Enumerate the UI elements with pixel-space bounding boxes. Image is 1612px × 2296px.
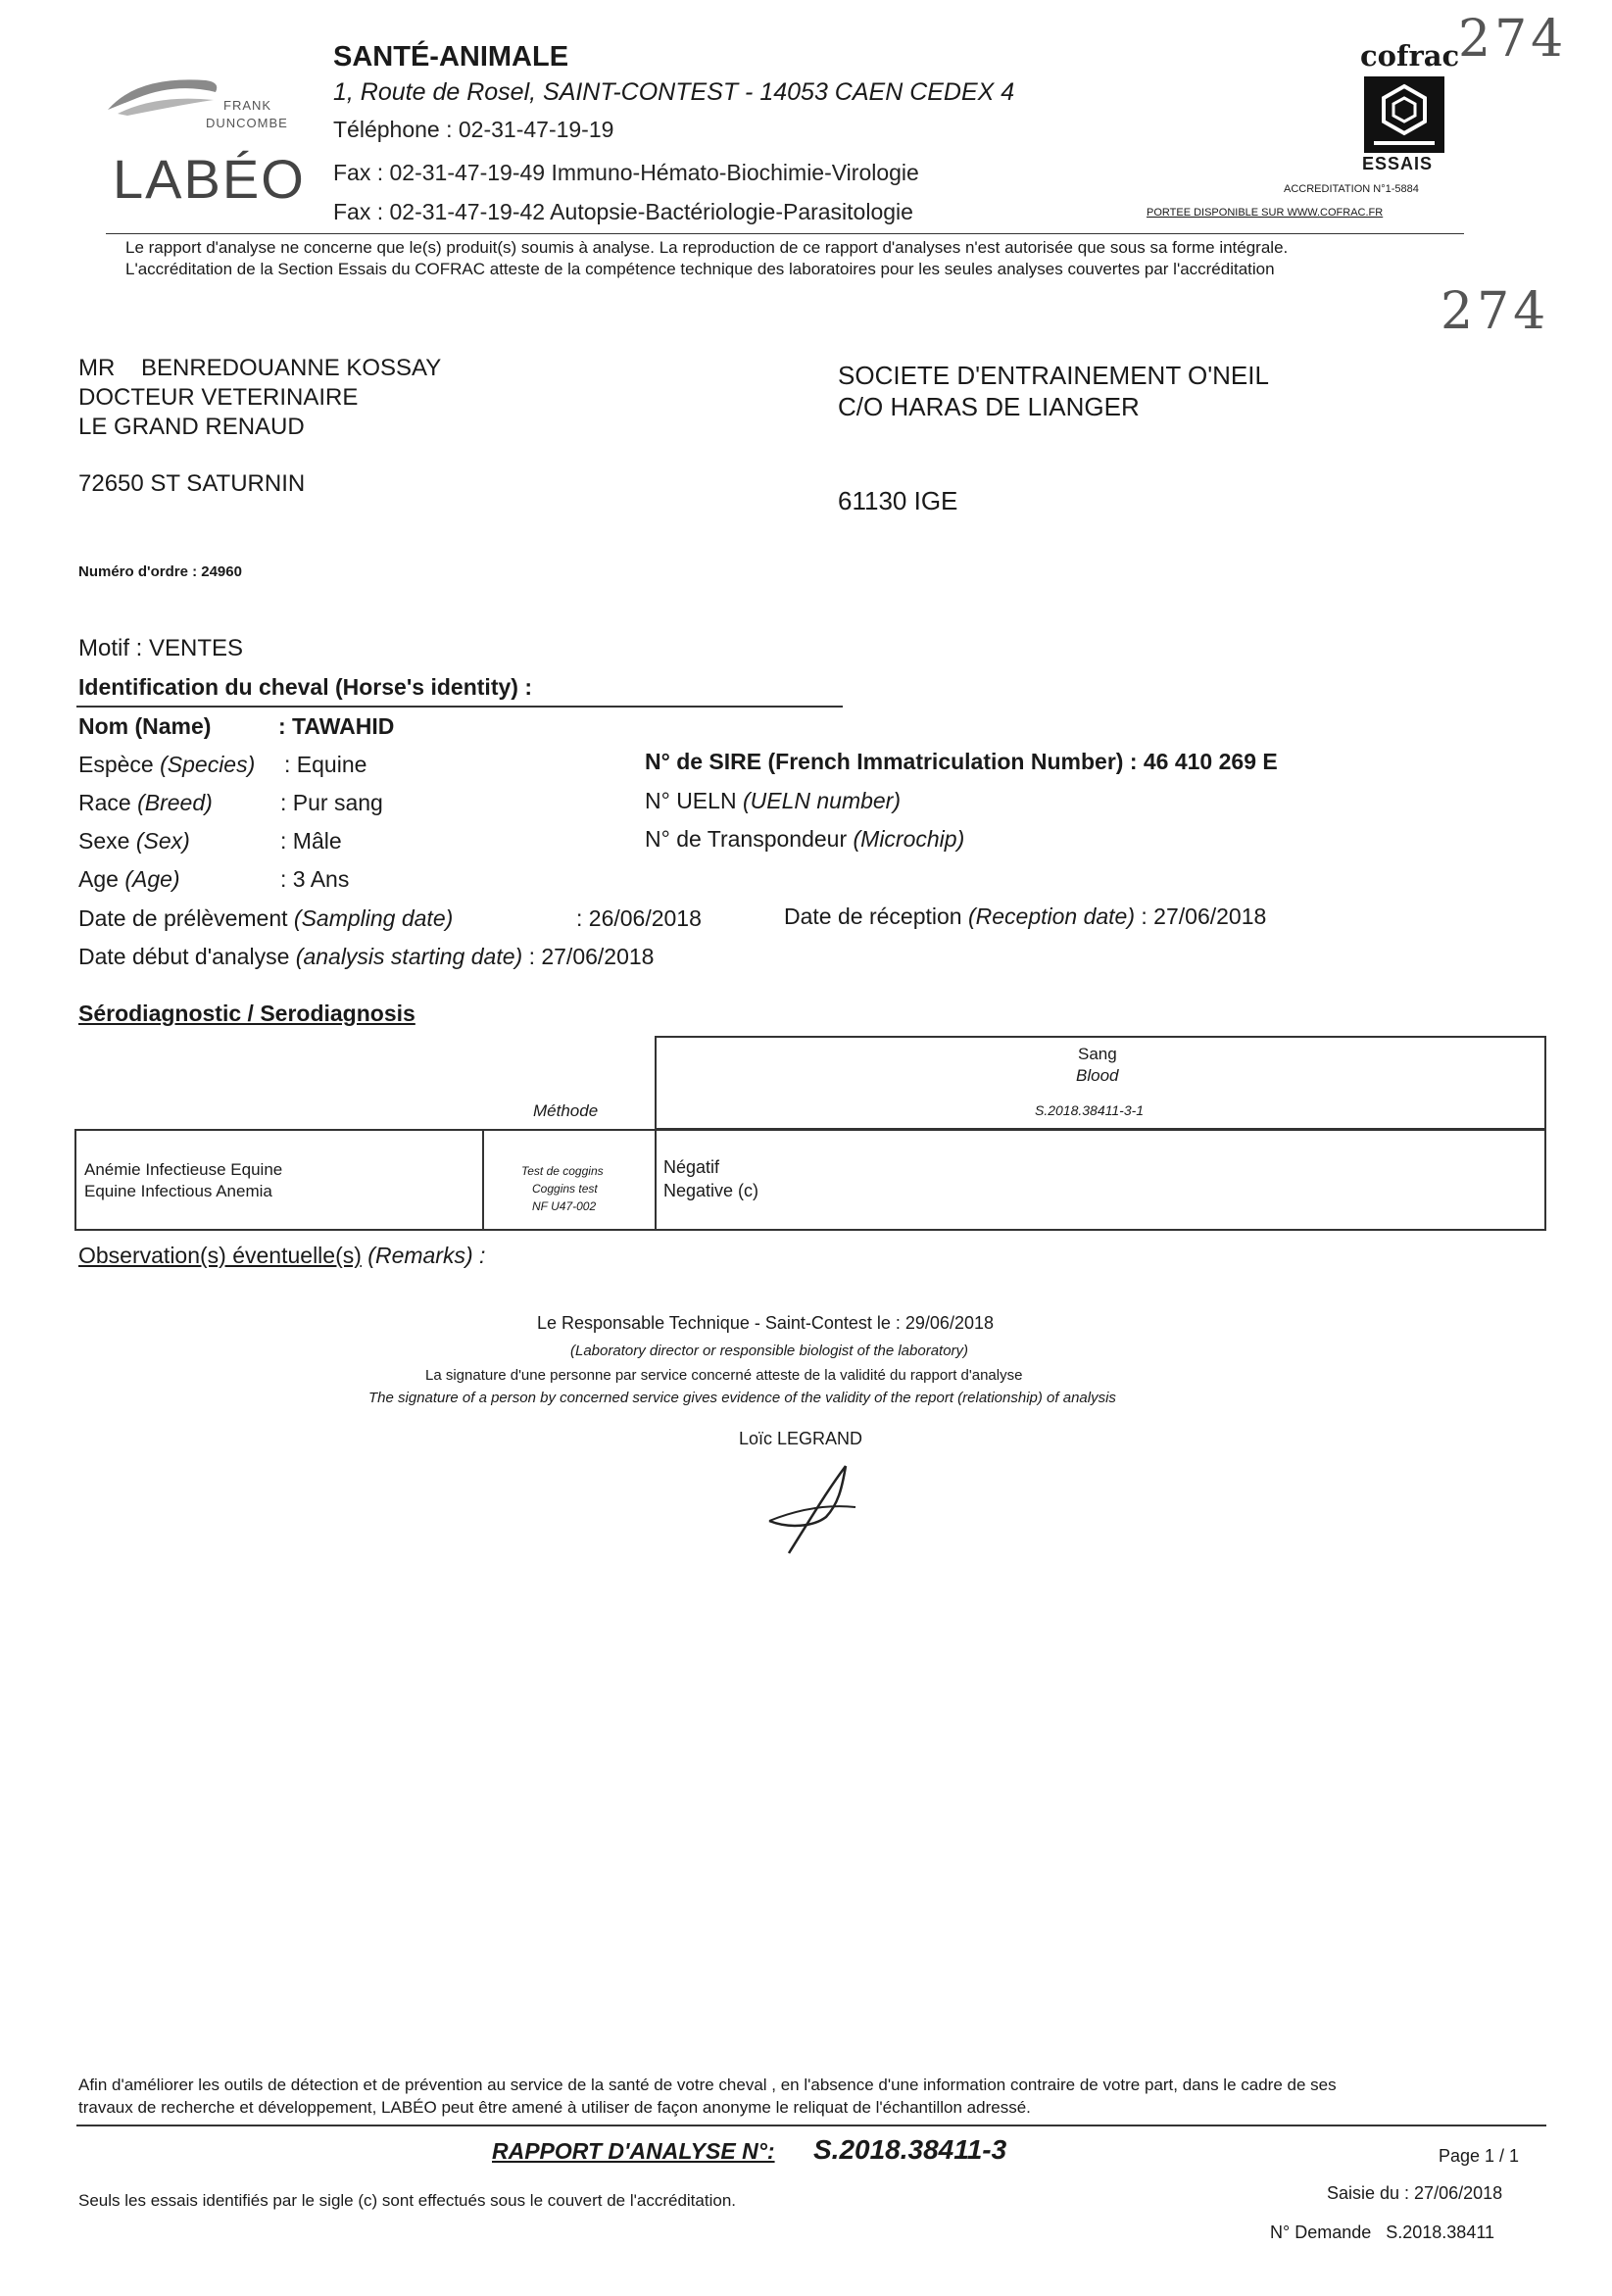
breed-value: : Pur sang bbox=[280, 790, 383, 815]
recipient-name: MR BENREDOUANNE KOSSAY bbox=[78, 355, 442, 381]
report-number: S.2018.38411-3 bbox=[813, 2134, 1007, 2165]
method-line-1: Test de coggins bbox=[521, 1164, 604, 1178]
signature-mark bbox=[759, 1460, 867, 1563]
result-row bbox=[74, 1129, 1546, 1231]
sex-label-en: (Sex) bbox=[135, 828, 190, 854]
horse-name-value: : TAWAHID bbox=[278, 713, 395, 739]
header-divider bbox=[106, 233, 1464, 234]
breed-label-en: (Breed) bbox=[137, 790, 213, 815]
method-line-2: Coggins test bbox=[532, 1182, 598, 1196]
start-label-en: (analysis starting date) bbox=[295, 944, 523, 969]
demande-number: N° Demande S.2018.38411 bbox=[1270, 2223, 1495, 2242]
method-line-3: NF U47-002 bbox=[532, 1199, 597, 1213]
sire-label: N° de SIRE (French Immatriculation Number) bbox=[645, 749, 1124, 774]
footer-divider bbox=[76, 2125, 1546, 2126]
cofrac-accreditation: ACCREDITATION N°1-5884 bbox=[1284, 183, 1419, 195]
transponder-number bbox=[645, 826, 964, 853]
recipient-title: DOCTEUR VETERINAIRE bbox=[78, 384, 359, 411]
reception-date bbox=[784, 904, 1266, 930]
species-label-fr: Espèce bbox=[78, 752, 154, 777]
sampling-date-label bbox=[78, 905, 453, 932]
transponder-label-en: (Microchip) bbox=[853, 826, 965, 852]
sample-fr: Sang bbox=[1078, 1045, 1117, 1063]
sample-ref: S.2018.38411-3-1 bbox=[1035, 1102, 1145, 1118]
breed-label bbox=[78, 790, 213, 816]
order-number: Numéro d'ordre : 24960 bbox=[78, 563, 242, 580]
validity-statement-en: The signature of a person by concerned service gives evidence of the validity of the report (relationship) of analysis bbox=[368, 1390, 1116, 1406]
disclaimer-line-2: L'accréditation de la Section Essais du COFRAC atteste de la compétence technique des laboratoires pour les seules analyses couvertes par l'accréditation bbox=[125, 260, 1275, 278]
lab-name: SANTÉ-ANIMALE bbox=[333, 41, 569, 73]
section-title: Sérodiagnostic / Serodiagnosis bbox=[78, 1001, 415, 1026]
handwritten-number-mid: 274 bbox=[1441, 282, 1550, 341]
ueln-label: N° UELN bbox=[645, 788, 737, 813]
identification-underline bbox=[76, 706, 843, 708]
cofrac-portee: PORTEE DISPONIBLE SUR WWW.COFRAC.FR bbox=[1147, 207, 1384, 219]
reception-label-en: (Reception date) bbox=[967, 904, 1136, 929]
accreditation-note: Seuls les essais identifiés par le sigle (c) sont effectués sous le couvert de l'accréditation. bbox=[78, 2191, 736, 2210]
test-name-en: Equine Infectious Anemia bbox=[84, 1182, 272, 1200]
validity-statement-fr: La signature d'une personne par service concerné atteste de la validité du rapport d'analyse bbox=[425, 1367, 1023, 1384]
age-label-en: (Age) bbox=[124, 866, 180, 892]
lab-phone: Téléphone : 02-31-47-19-19 bbox=[333, 117, 614, 142]
disclaimer-line-1: Le rapport d'analyse ne concerne que le(s) produit(s) soumis à analyse. La reproduction de ce rapport d'analyses n'est autorisée que sous sa forme intégrale. bbox=[125, 238, 1289, 257]
owner-name: SOCIETE D'ENTRAINEMENT O'NEIL bbox=[838, 361, 1269, 390]
owner-address: C/O HARAS DE LIANGER bbox=[838, 392, 1140, 421]
remarks bbox=[78, 1243, 485, 1269]
transponder-label: N° de Transpondeur bbox=[645, 826, 848, 852]
method-header: Méthode bbox=[533, 1101, 599, 1120]
row-divider-1 bbox=[482, 1129, 484, 1231]
responsible-technician: Le Responsable Technique - Saint-Contest le : 29/06/2018 bbox=[537, 1313, 994, 1333]
start-date bbox=[78, 944, 654, 970]
lab-address: 1, Route de Rosel, SAINT-CONTEST - 14053 CAEN CEDEX 4 bbox=[333, 78, 1015, 106]
reception-label-fr: Date de réception bbox=[784, 904, 962, 929]
species-value: : Equine bbox=[284, 752, 367, 777]
sex-value: : Mâle bbox=[280, 828, 342, 854]
sampling-label-fr: Date de prélèvement bbox=[78, 905, 288, 931]
signatory-name: Loïc LEGRAND bbox=[739, 1429, 863, 1448]
page-number: Page 1 / 1 bbox=[1439, 2146, 1520, 2166]
ueln-label-en: (UELN number) bbox=[742, 788, 901, 813]
recipient-city: 72650 ST SATURNIN bbox=[78, 470, 306, 497]
saisie-date: Saisie du : 27/06/2018 bbox=[1327, 2183, 1503, 2203]
sire-value: : 46 410 269 E bbox=[1129, 749, 1278, 774]
sample-en: Blood bbox=[1076, 1066, 1119, 1085]
result-fr: Négatif bbox=[663, 1157, 720, 1177]
sire-number bbox=[645, 749, 1278, 775]
row-divider-2 bbox=[655, 1129, 657, 1231]
age-value: : 3 Ans bbox=[280, 866, 350, 892]
owner-city: 61130 IGE bbox=[838, 486, 958, 515]
remarks-label-en: (Remarks) : bbox=[367, 1243, 486, 1268]
species-label bbox=[78, 752, 255, 778]
test-name-fr: Anémie Infectieuse Equine bbox=[84, 1160, 283, 1179]
cofrac-essais: ESSAIS bbox=[1362, 154, 1434, 173]
sampling-date-value: : 26/06/2018 bbox=[576, 905, 702, 931]
logo-duncombe: DUNCOMBE bbox=[206, 116, 288, 130]
footer-note-line-1: Afin d'améliorer les outils de détection et de prévention au service de la santé de votre cheval , en l'absence d'une information contraire de votre part, dans le cadre de ses bbox=[78, 2076, 1337, 2094]
lab-fax-1: Fax : 02-31-47-19-49 Immuno-Hémato-Biochimie-Virologie bbox=[333, 160, 919, 185]
species-label-en: (Species) bbox=[160, 752, 256, 777]
start-date-value: : 27/06/2018 bbox=[528, 944, 655, 969]
report-label: RAPPORT D'ANALYSE N°: bbox=[492, 2138, 775, 2164]
reception-date-value: : 27/06/2018 bbox=[1141, 904, 1267, 929]
age-label bbox=[78, 866, 180, 893]
remarks-label-fr: Observation(s) éventuelle(s) bbox=[78, 1243, 362, 1268]
footer-note-line-2: travaux de recherche et développement, LABÉO peut être amené à utiliser de façon anonyme le reliquat de l'échantillon adressé. bbox=[78, 2098, 1031, 2117]
sex-label bbox=[78, 828, 190, 855]
start-label-fr: Date début d'analyse bbox=[78, 944, 290, 969]
motif: Motif : VENTES bbox=[78, 635, 244, 661]
cofrac-hexagon-icon bbox=[1364, 76, 1444, 153]
handwritten-number-top: 274 bbox=[1458, 10, 1568, 69]
sex-label-fr: Sexe bbox=[78, 828, 130, 854]
sampling-label-en: (Sampling date) bbox=[293, 905, 454, 931]
swoosh-icon bbox=[98, 71, 225, 118]
recipient-address: LE GRAND RENAUD bbox=[78, 414, 305, 440]
horse-name-label: Nom (Name) bbox=[78, 713, 212, 739]
result-en: Negative (c) bbox=[663, 1181, 759, 1200]
logo-frank: FRANK bbox=[223, 98, 272, 113]
breed-label-fr: Race bbox=[78, 790, 131, 815]
ueln-number bbox=[645, 788, 901, 814]
responsible-technician-en: (Laboratory director or responsible biologist of the laboratory) bbox=[570, 1343, 969, 1359]
identification-title: Identification du cheval (Horse's identity) : bbox=[78, 674, 532, 700]
logo-labeo: LABÉO bbox=[113, 148, 306, 210]
cofrac-brand: cofrac bbox=[1360, 39, 1460, 73]
lab-fax-2: Fax : 02-31-47-19-42 Autopsie-Bactériologie-Parasitologie bbox=[333, 199, 913, 224]
age-label-fr: Age bbox=[78, 866, 119, 892]
